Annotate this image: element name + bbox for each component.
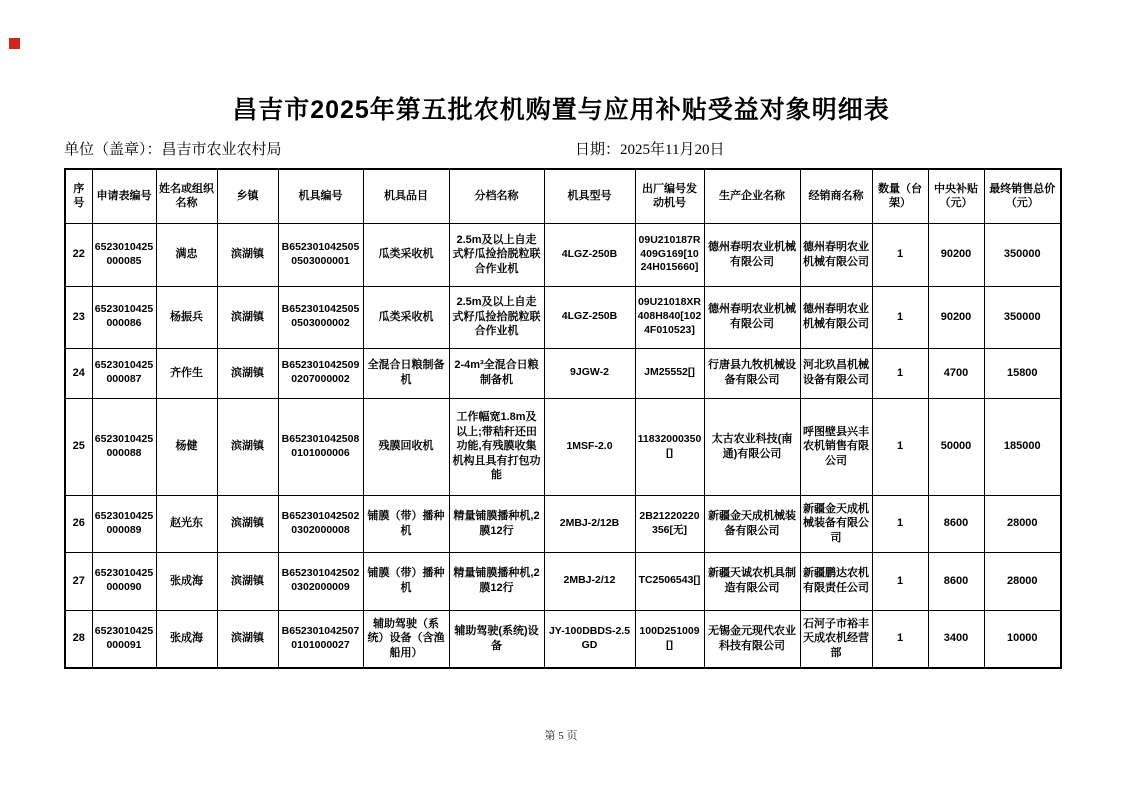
table-cell: JM25552[]: [635, 348, 704, 398]
column-header: 序号: [65, 169, 92, 223]
table-cell: 齐作生: [156, 348, 217, 398]
table-cell: 1: [872, 552, 928, 610]
table-cell: 工作幅宽1.8m及以上;带秸秆还田功能,有残膜收集机构且具有打包功能: [449, 398, 544, 495]
table-cell: B6523010425050503000001: [278, 223, 363, 286]
table-cell: 德州春明农业机械有限公司: [704, 223, 800, 286]
table-row: [65, 398, 1061, 495]
table-cell: 1: [872, 223, 928, 286]
table-cell: 4LGZ-250B: [544, 223, 635, 286]
table-cell: 2-4m³全混合日粮制备机: [449, 348, 544, 398]
table-cell: 全混合日粮制备机: [363, 348, 449, 398]
table-cell: 石河子市裕丰天成农机经营部: [800, 610, 872, 668]
table-cell: 50000: [928, 398, 984, 495]
table-cell: 德州春明农业机械有限公司: [704, 286, 800, 348]
table-cell: 11832000350[]: [635, 398, 704, 495]
table-cell: 滨湖镇: [217, 610, 278, 668]
table-row: [65, 286, 1061, 348]
table-cell: 4LGZ-250B: [544, 286, 635, 348]
table-cell: 德州春明农业机械有限公司: [800, 286, 872, 348]
table-cell: TC2506543[]: [635, 552, 704, 610]
table-cell: 辅助驾驶（系统）设备（含渔船用）: [363, 610, 449, 668]
table-cell: 杨振兵: [156, 286, 217, 348]
subsidy-table: [64, 168, 1062, 669]
table-cell: 新疆天诚农机具制造有限公司: [704, 552, 800, 610]
table-cell: 德州春明农业机械有限公司: [800, 223, 872, 286]
table-cell: 1: [872, 286, 928, 348]
table-cell: 铺膜（带）播种机: [363, 552, 449, 610]
table-cell: 残膜回收机: [363, 398, 449, 495]
table-row: [65, 610, 1061, 668]
column-header: 机具品目: [363, 169, 449, 223]
table-cell: B6523010425080101000006: [278, 398, 363, 495]
column-header: 最终销售总价（元）: [984, 169, 1061, 223]
table-cell: 1MSF-2.0: [544, 398, 635, 495]
table-cell: 25: [65, 398, 92, 495]
table-row: [65, 223, 1061, 286]
table-cell: 2MBJ-2/12B: [544, 495, 635, 552]
table-cell: 张成海: [156, 552, 217, 610]
column-header: 生产企业名称: [704, 169, 800, 223]
table-cell: 28: [65, 610, 92, 668]
table-cell: 6523010425000085: [92, 223, 156, 286]
table-cell: 23: [65, 286, 92, 348]
table-cell: 滨湖镇: [217, 286, 278, 348]
table-cell: 1: [872, 610, 928, 668]
meta-row: [64, 138, 1060, 159]
column-header: 机具编号: [278, 169, 363, 223]
table-cell: B6523010425050503000002: [278, 286, 363, 348]
page-number: 第 5 页: [544, 730, 578, 742]
table-row: [65, 495, 1061, 552]
table-cell: 滨湖镇: [217, 552, 278, 610]
table-cell: 8600: [928, 495, 984, 552]
table-cell: 10000: [984, 610, 1061, 668]
table-cell: 新疆鹏达农机有限责任公司: [800, 552, 872, 610]
table-cell: 09U210187R409G169[1024H015660]: [635, 223, 704, 286]
table-cell: 精量铺膜播种机,2膜12行: [449, 495, 544, 552]
table-cell: 9JGW-2: [544, 348, 635, 398]
table-cell: 2.5m及以上自走式籽瓜捡拾脱粒联合作业机: [449, 286, 544, 348]
column-header: 申请表编号: [92, 169, 156, 223]
table-cell: 新疆金天成机械装备有限公司: [704, 495, 800, 552]
table-cell: 8600: [928, 552, 984, 610]
table-cell: JY-100DBDS-2.5GD: [544, 610, 635, 668]
table-cell: 350000: [984, 223, 1061, 286]
table-cell: 精量铺膜播种机,2膜12行: [449, 552, 544, 610]
table-cell: 6523010425000088: [92, 398, 156, 495]
table-cell: 27: [65, 552, 92, 610]
table-cell: 铺膜（带）播种机: [363, 495, 449, 552]
table-header-row: [65, 169, 1061, 223]
table-cell: 28000: [984, 552, 1061, 610]
table-cell: 杨健: [156, 398, 217, 495]
table-cell: 滨湖镇: [217, 348, 278, 398]
table-cell: 6523010425000087: [92, 348, 156, 398]
table-cell: 太古农业科技(南通)有限公司: [704, 398, 800, 495]
table-cell: 2B21220220356[无]: [635, 495, 704, 552]
table-cell: 满忠: [156, 223, 217, 286]
table-cell: 滨湖镇: [217, 495, 278, 552]
table-cell: 1: [872, 495, 928, 552]
table-cell: 26: [65, 495, 92, 552]
table-cell: 1: [872, 348, 928, 398]
table-cell: 赵光东: [156, 495, 217, 552]
table-cell: 6523010425000090: [92, 552, 156, 610]
table-cell: 瓜类采收机: [363, 286, 449, 348]
table-cell: 滨湖镇: [217, 223, 278, 286]
table-cell: B6523010425020302000008: [278, 495, 363, 552]
table-cell: 90200: [928, 223, 984, 286]
table-body: [65, 223, 1061, 668]
table-row: [65, 552, 1061, 610]
table-row: [65, 348, 1061, 398]
table-cell: 新疆金天成机械装备有限公司: [800, 495, 872, 552]
column-header: 出厂编号发动机号: [635, 169, 704, 223]
table-cell: B6523010425070101000027: [278, 610, 363, 668]
column-header: 中央补贴（元）: [928, 169, 984, 223]
table-cell: 6523010425000089: [92, 495, 156, 552]
column-header: 分档名称: [449, 169, 544, 223]
table-cell: 6523010425000091: [92, 610, 156, 668]
table-cell: 呼图壁县兴丰农机销售有限公司: [800, 398, 872, 495]
table-cell: 河北玖昌机械设备有限公司: [800, 348, 872, 398]
page-title: 昌吉市2025年第五批农机购置与应用补贴受益对象明细表: [232, 96, 890, 124]
unit-label: 单位（盖章）：昌吉市农业农村局: [64, 142, 282, 158]
red-marker: [9, 38, 20, 49]
table-cell: 6523010425000086: [92, 286, 156, 348]
table-cell: 2MBJ-2/12: [544, 552, 635, 610]
column-header: 经销商名称: [800, 169, 872, 223]
column-header: 姓名或组织名称: [156, 169, 217, 223]
table-cell: 185000: [984, 398, 1061, 495]
table-cell: 瓜类采收机: [363, 223, 449, 286]
table-cell: 24: [65, 348, 92, 398]
table-cell: 行唐县九牧机械设备有限公司: [704, 348, 800, 398]
table-cell: 辅助驾驶(系统)设备: [449, 610, 544, 668]
table-cell: 2.5m及以上自走式籽瓜捡拾脱粒联合作业机: [449, 223, 544, 286]
table-cell: 09U21018XR408H840[1024F010523]: [635, 286, 704, 348]
table-cell: 3400: [928, 610, 984, 668]
table-cell: 张成海: [156, 610, 217, 668]
table-cell: 15800: [984, 348, 1061, 398]
table-cell: 28000: [984, 495, 1061, 552]
table-cell: 4700: [928, 348, 984, 398]
table-cell: B6523010425090207000002: [278, 348, 363, 398]
table-cell: B6523010425020302000009: [278, 552, 363, 610]
column-header: 数量（台架）: [872, 169, 928, 223]
table-cell: 22: [65, 223, 92, 286]
table-cell: 1: [872, 398, 928, 495]
table-cell: 无锡金元现代农业科技有限公司: [704, 610, 800, 668]
date-label: 日期：2025年11月20日: [575, 142, 725, 158]
table-cell: 滨湖镇: [217, 398, 278, 495]
table-cell: 350000: [984, 286, 1061, 348]
column-header: 机具型号: [544, 169, 635, 223]
column-header: 乡镇: [217, 169, 278, 223]
table-cell: 90200: [928, 286, 984, 348]
table-cell: 100D251009[]: [635, 610, 704, 668]
